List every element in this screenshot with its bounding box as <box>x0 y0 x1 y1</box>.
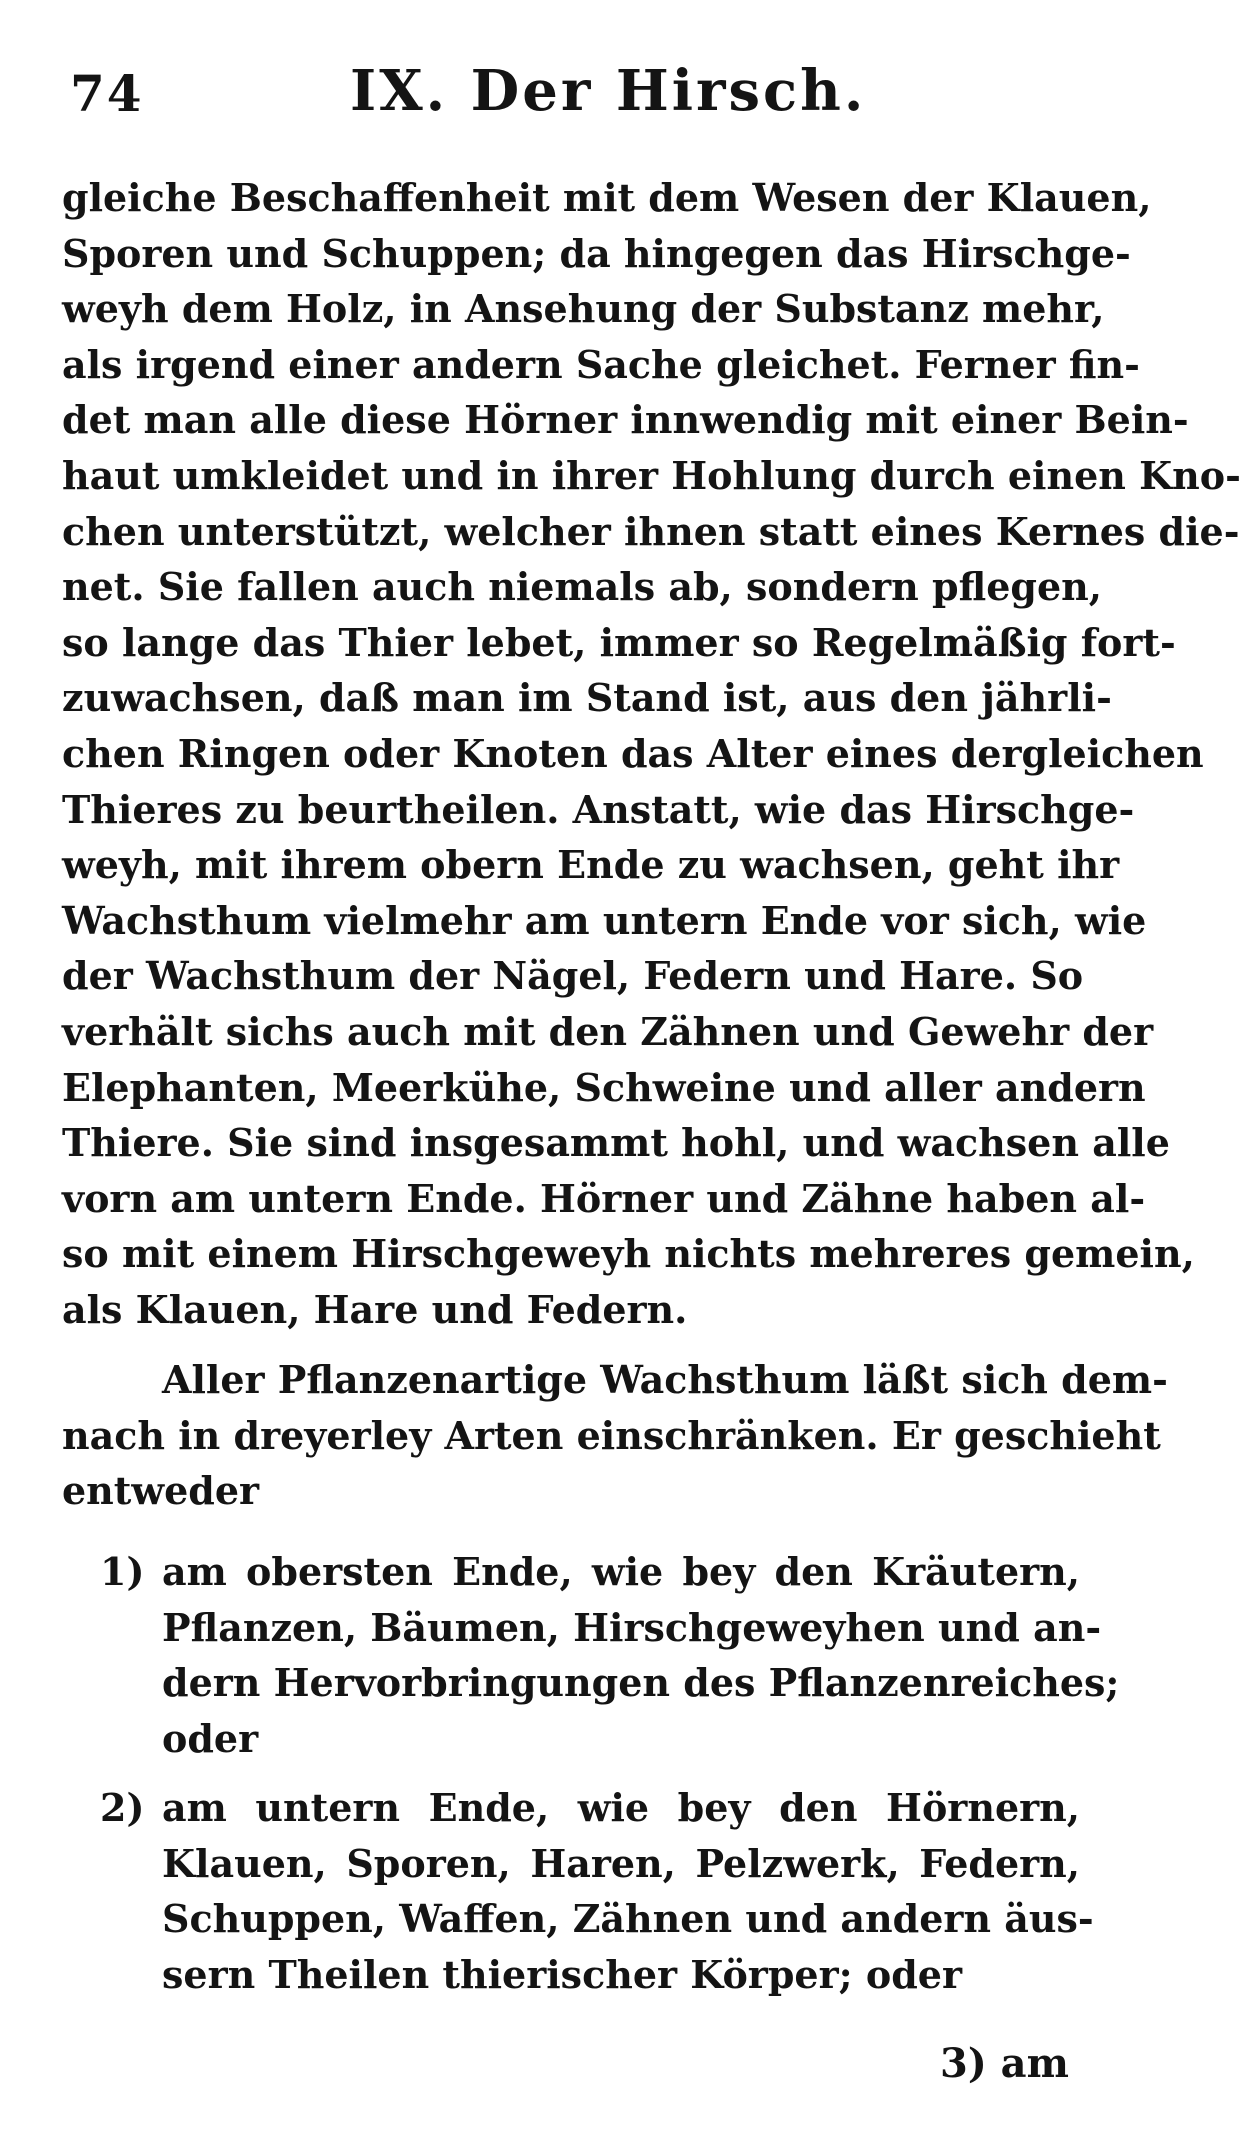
text-line: Wachsthum vielmehr am untern Ende vor sich, wie <box>62 897 1147 943</box>
text-line: weyh, mit ihrem obern Ende zu wachsen, geht ihr <box>62 842 1120 888</box>
paragraph-1 <box>62 170 1241 1337</box>
text-line: zuwachsen, daß man im Stand ist, aus den jährli- <box>62 675 1112 721</box>
list-item-text <box>162 1780 1094 2002</box>
paragraph-2 <box>62 1352 1168 1519</box>
text-line: Pflanzen, Bäumen, Hirschgeweyhen und an- <box>162 1604 1102 1650</box>
text-line: chen Ringen oder Knoten das Alter eines dergleichen <box>62 730 1204 776</box>
page-header <box>70 58 1070 128</box>
text-line: sern Theilen thierischer Körper; oder <box>162 1951 962 1997</box>
text-line: der Wachsthum der Nägel, Federn und Hare. So <box>62 953 1084 999</box>
text-line: als irgend einer andern Sache gleichet. Ferner fin- <box>62 341 1140 387</box>
text-line: entweder <box>62 1468 260 1514</box>
list-item-number: 2) <box>100 1785 145 1830</box>
text-line: Thieres zu beurtheilen. Anstatt, wie das Hirschge- <box>62 786 1135 832</box>
text-line: Sporen und Schuppen; da hingegen das Hirschge- <box>62 230 1131 276</box>
text-line: nach in dreyerley Arten einschränken. Er geschieht <box>62 1412 1161 1458</box>
text-line: verhält sichs auch mit den Zähnen und Gewehr der <box>62 1008 1154 1054</box>
list-item-text <box>162 1544 1120 1766</box>
text-line: am untern Ende, wie bey den Hörnern, <box>162 1785 1080 1830</box>
text-line: Schuppen, Waffen, Zähnen und andern äus- <box>162 1896 1094 1942</box>
text-line: Thiere. Sie sind insgesammt hohl, und wachsen alle <box>62 1120 1170 1166</box>
text-line: weyh dem Holz, in Ansehung der Substanz mehr, <box>62 286 1105 332</box>
text-line: dern Hervorbringungen des Pflanzenreiches; <box>162 1660 1120 1706</box>
text-line: Elephanten, Meerkühe, Schweine und aller andern <box>62 1064 1146 1110</box>
text-line: Klauen, Sporen, Haren, Pelzwerk, Federn, <box>162 1840 1080 1886</box>
list-item-number: 1) <box>100 1549 145 1594</box>
text-line: chen unterstützt, welcher ihnen statt eines Kernes die- <box>62 508 1240 554</box>
text-line: oder <box>162 1715 259 1761</box>
text-line: so mit einem Hirschgeweyh nichts mehreres gemein, <box>62 1231 1195 1277</box>
page-number: 74 <box>70 64 144 123</box>
text-line: Aller Pflanzenartige Wachsthum läßt sich dem- <box>162 1357 1168 1402</box>
text-line: haut umkleidet und in ihrer Hohlung durch einen Kno- <box>62 452 1241 498</box>
text-line: als Klauen, Hare und Federn. <box>62 1286 688 1332</box>
text-line: det man alle diese Hörner innwendig mit einer Bein- <box>62 397 1189 443</box>
text-line: vorn am untern Ende. Hörner und Zähne haben al- <box>62 1175 1146 1221</box>
text-line: gleiche Beschaffenheit mit dem Wesen der Klauen, <box>62 175 1152 220</box>
running-head: IX. Der Hirsch. <box>350 58 867 124</box>
catchword: 3) am <box>940 2040 1069 2087</box>
text-line: so lange das Thier lebet, immer so Regelmäßig fort- <box>62 619 1176 665</box>
text-line: am obersten Ende, wie bey den Kräutern, <box>162 1549 1080 1594</box>
text-line: net. Sie fallen auch niemals ab, sondern pflegen, <box>62 564 1102 610</box>
